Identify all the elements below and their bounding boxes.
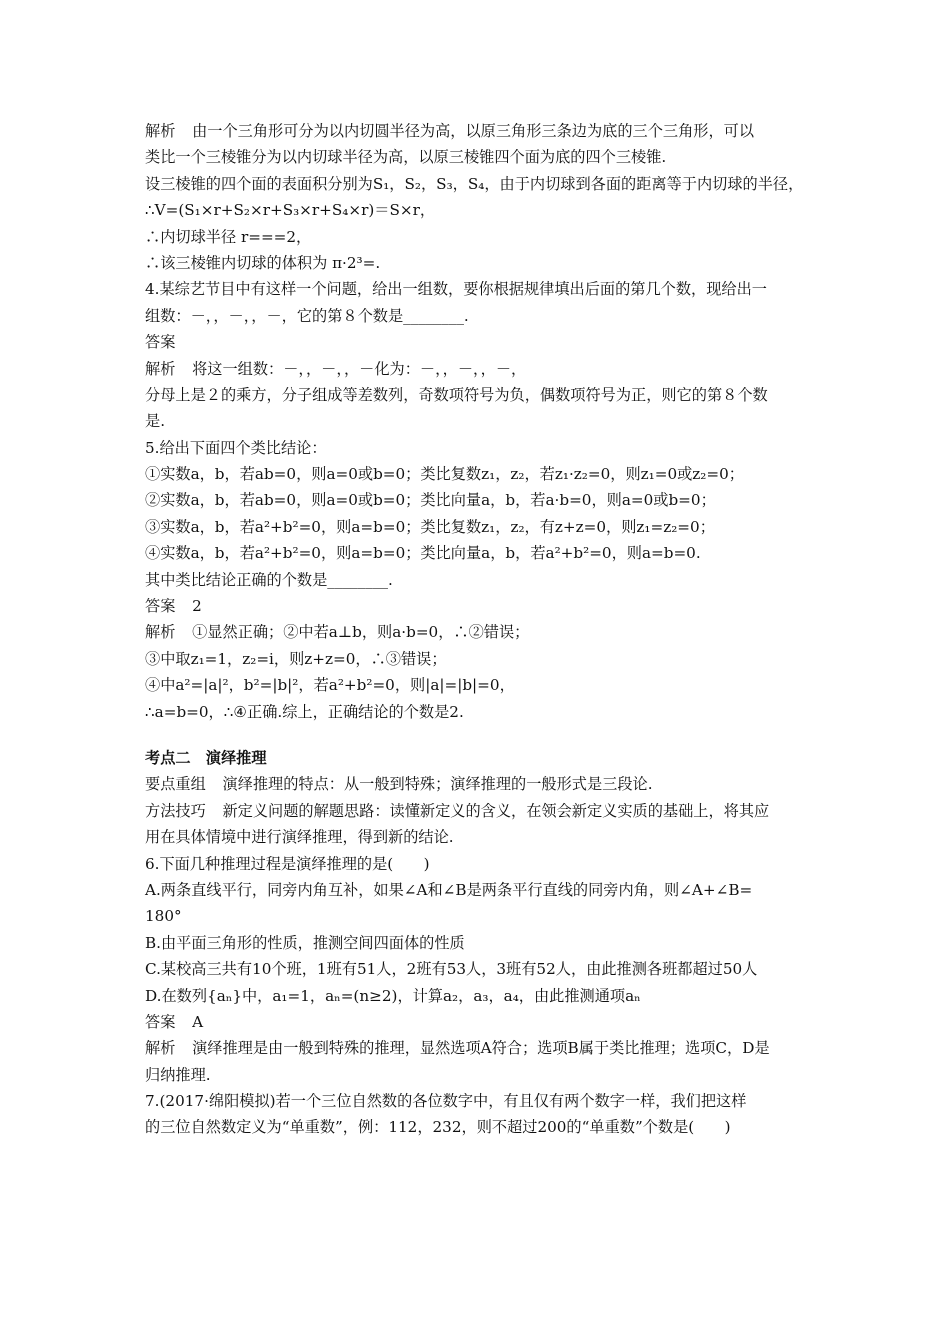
line-text: 6.下面几种推理过程是演绎推理的是( ) (145, 854, 430, 873)
text-line (145, 461, 813, 487)
text-line (145, 930, 813, 956)
line-text: 演绎推理是由一般到特殊的推理，显然选项A符合；选项B属于类比推理；选项C，D是 (192, 1039, 770, 1058)
line-label: 方法技巧 (145, 801, 206, 820)
text-line (145, 329, 813, 355)
line-text: 将这一组数：－，，－，，－化为：－，，－，，－， (192, 359, 527, 378)
text-line (145, 171, 813, 197)
line-text: B.由平面三角形的性质，推测空间四面体的性质 (145, 933, 465, 952)
line-text: 7.(2017·绵阳模拟)若一个三位自然数的各位数字中，有且仅有两个数字一样，我们把这样 (145, 1092, 747, 1111)
line-text: ∴内切球半径 r===2， (145, 227, 312, 246)
line-label: 答案 (145, 333, 176, 352)
line-text: ①实数a，b，若ab=0，则a=0或b=0；类比复数z₁，z₂，若z₁·z₂=0，则z₁=0或z₂=0； (145, 465, 744, 484)
text-line (145, 303, 813, 329)
text-line (145, 619, 813, 645)
text-line (145, 824, 813, 850)
text-line (145, 983, 813, 1009)
line-text: 归纳推理. (145, 1065, 211, 1084)
text-line (145, 771, 813, 797)
text-line (145, 144, 813, 170)
text-line (145, 435, 813, 461)
text-line (145, 1088, 813, 1114)
text-line (145, 514, 813, 540)
line-label: 解析 (145, 623, 176, 642)
line-text: ②实数a，b，若ab=0，则a=0或b=0；类比向量a，b，若a·b=0，则a=0或b=0； (145, 491, 716, 510)
text-line (145, 250, 813, 276)
text-line (145, 382, 813, 408)
line-text: 考点二 演绎推理 (145, 748, 267, 767)
line-text: ∴该三棱锥内切球的体积为 π·2³=. (145, 253, 381, 272)
line-text: 是. (145, 412, 166, 431)
line-label: 答案 (145, 1012, 176, 1031)
text-line (145, 540, 813, 566)
line-text: ④中a²=|a|²，b²=|b|²，若a²+b²=0，则|a|=|b|=0， (145, 676, 515, 695)
line-text: ③实数a，b，若a²+b²=0，则a=b=0；类比复数z₁，z₂，有z+z=0，则z₁=z₂=0； (145, 517, 715, 536)
line-text: A (192, 1012, 204, 1031)
text-line (145, 672, 813, 698)
line-text: ∴a=b=0，∴④正确.综上，正确结论的个数是2. (145, 702, 464, 721)
line-label: 解析 (145, 359, 176, 378)
line-label: 解析 (145, 122, 176, 140)
line-text: 5.给出下面四个类比结论： (145, 438, 327, 457)
line-text: 180° (145, 907, 182, 926)
text-line (145, 197, 813, 223)
line-text: ①显然正确；②中若a⊥b，则a·b=0，∴②错误； (192, 623, 530, 642)
line-text: 新定义问题的解题思路：读懂新定义的含义，在领会新定义实质的基础上，将其应 (222, 801, 770, 820)
line-text: ∴V=(S₁×r+S₂×r+S₃×r+S₄×r)＝S×r， (145, 201, 436, 220)
text-line (145, 593, 813, 619)
section-heading (145, 745, 813, 771)
text-line (145, 1062, 813, 1088)
text-line (145, 276, 813, 302)
line-text: 类比一个三棱锥分为以内切球半径为高，以原三棱锥四个面为底的四个三棱锥. (145, 148, 667, 167)
line-text: 演绎推理的特点：从一般到特殊；演绎推理的一般形式是三段论. (222, 775, 653, 794)
document-body (145, 118, 813, 1141)
section-gap (145, 725, 813, 745)
line-text: C.某校高三共有10个班，1班有51人，2班有53人，3班有52人，由此推测各班都超过50人 (145, 960, 758, 979)
line-label: 答案 (145, 597, 176, 616)
text-line (145, 118, 813, 144)
line-text: 设三棱锥的四个面的表面积分别为S₁，S₂，S₃，S₄，由于内切球到各面的距离等于内切球的半径， (145, 174, 804, 193)
line-text: ④实数a，b，若a²+b²=0，则a=b=0；类比向量a，b，若a²+b²=0，则a=b=0. (145, 544, 701, 563)
text-line (145, 903, 813, 929)
text-line (145, 956, 813, 982)
text-line (145, 487, 813, 513)
text-line (145, 1114, 813, 1140)
line-text: 其中类比结论正确的个数是________. (145, 570, 393, 589)
line-text: ③中取z₁=1，z₂=i，则z+z=0，∴③错误； (145, 649, 447, 668)
line-label: 要点重组 (145, 775, 206, 794)
text-line (145, 356, 813, 382)
text-line (145, 699, 813, 725)
line-text: 由一个三角形可分为以内切圆半径为高，以原三角形三条边为底的三个三角形，可以 (192, 122, 755, 140)
line-text: 组数：－，，－，，－，它的第８个数是________. (145, 306, 469, 325)
line-text: 4.某综艺节目中有这样一个问题，给出一组数，要你根据规律填出后面的第几个数，现给出一 (145, 280, 767, 299)
text-line (145, 877, 813, 903)
line-text: 2 (192, 597, 202, 616)
line-text: 用在具体情境中进行演绎推理，得到新的结论. (145, 828, 454, 847)
line-text: 分母上是２的乘方，分子组成等差数列，奇数项符号为负，偶数项符号为正，则它的第８个数 (145, 385, 768, 404)
text-line (145, 224, 813, 250)
line-text: D.在数列{aₙ}中，a₁=1，aₙ=(n≥2)，计算a₂，a₃，a₄，由此推测通项aₙ (145, 986, 641, 1005)
text-line (145, 567, 813, 593)
line-label: 解析 (145, 1039, 176, 1058)
text-line (145, 851, 813, 877)
line-text: 的三位自然数定义为“单重数”，例：112，232，则不超过200的“单重数”个数是( ) (145, 1118, 731, 1137)
text-line (145, 798, 813, 824)
line-text: A.两条直线平行，同旁内角互补，如果∠A和∠B是两条平行直线的同旁内角，则∠A+∠B= (145, 880, 753, 899)
text-line (145, 408, 813, 434)
text-line (145, 1035, 813, 1061)
text-line (145, 646, 813, 672)
text-line (145, 1009, 813, 1035)
